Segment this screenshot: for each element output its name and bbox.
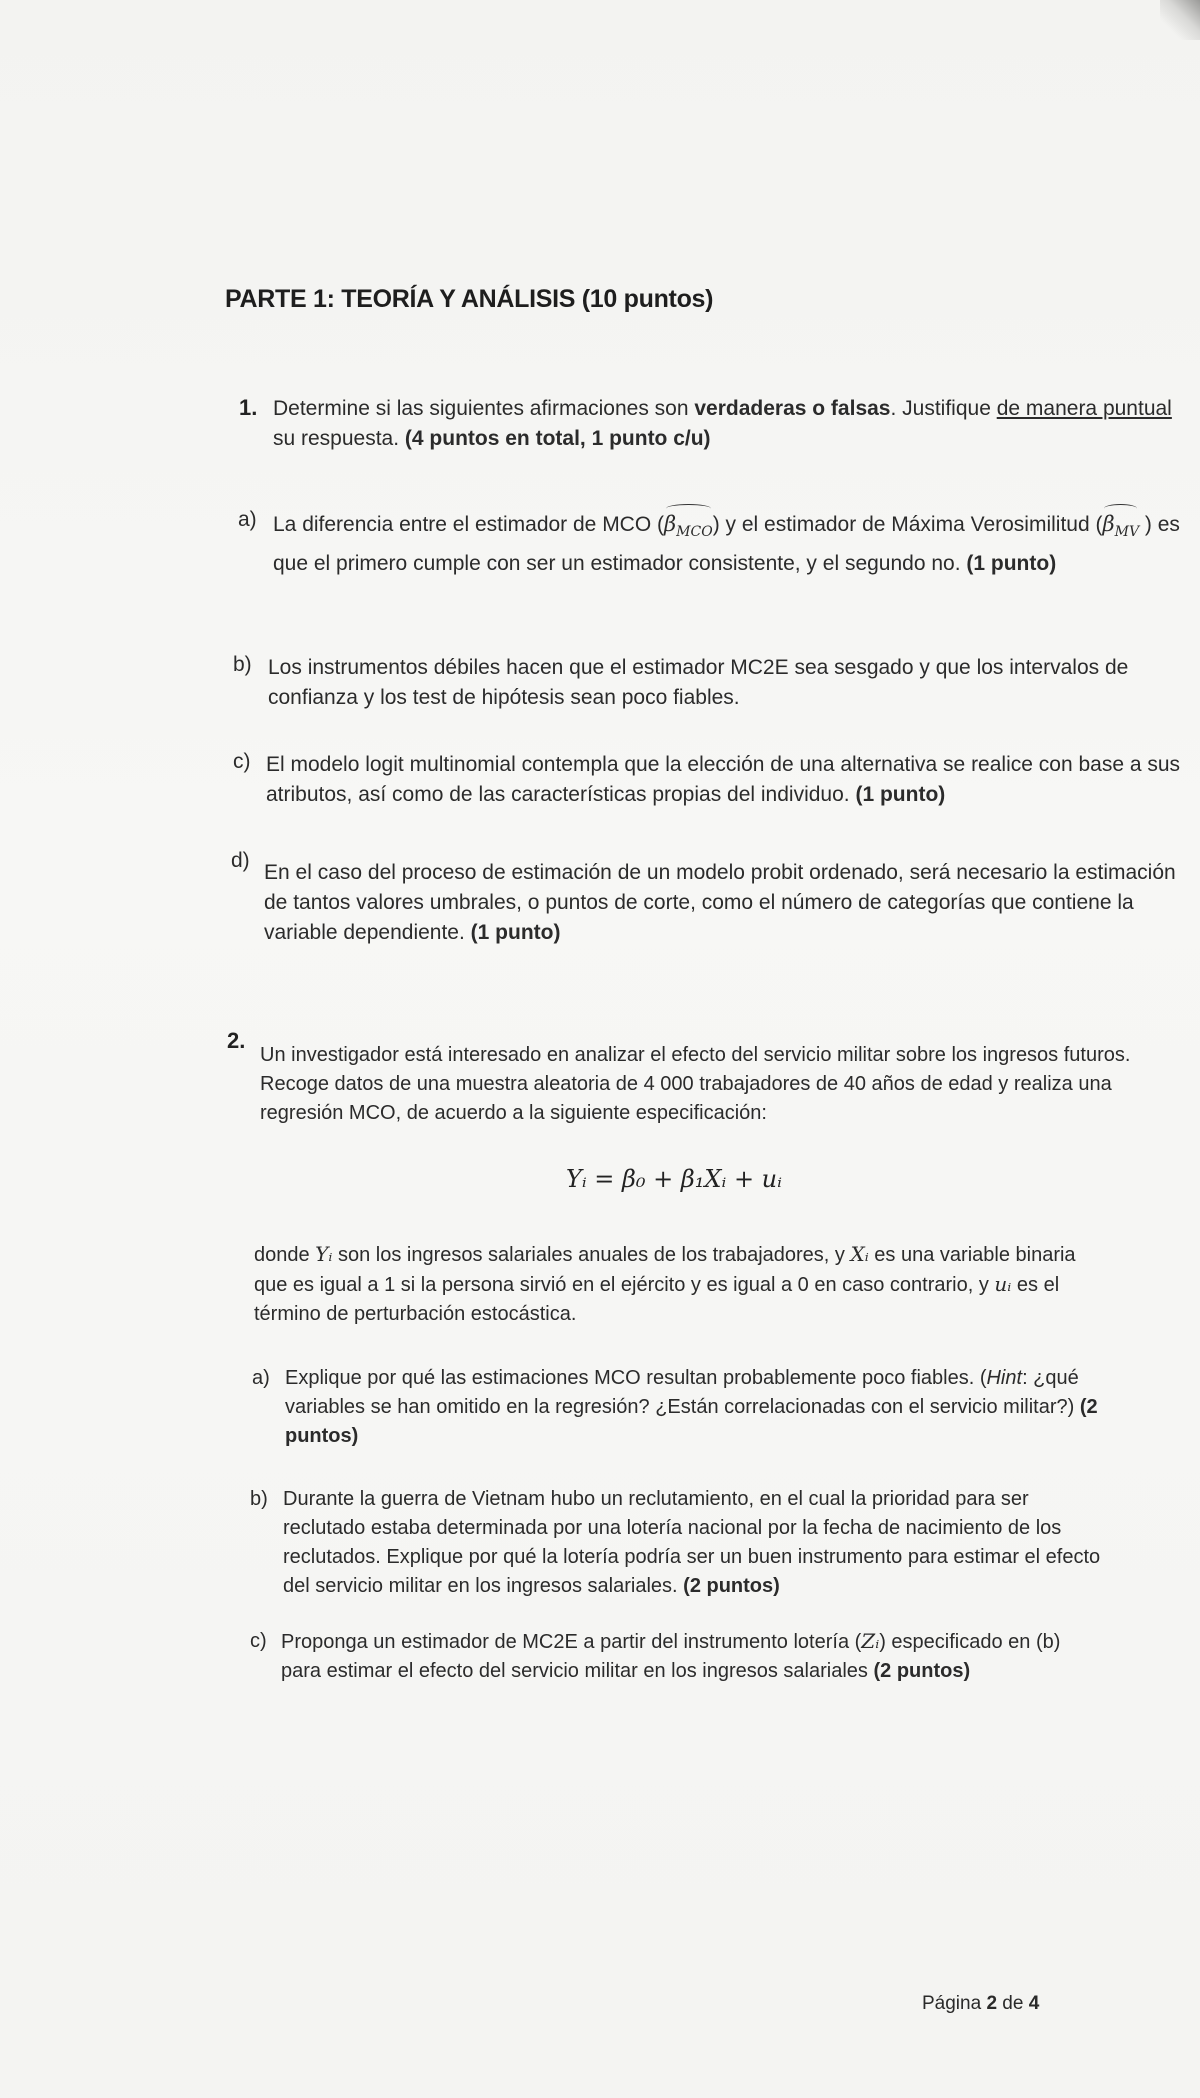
q1-a-points: (1 punto) — [966, 552, 1057, 576]
q1-d-points: (1 punto) — [470, 921, 561, 944]
question-1-intro — [273, 394, 1198, 454]
q2-c-letter: c) — [250, 1630, 267, 1652]
page-label: Página — [922, 1993, 987, 2014]
q2-b-text — [283, 1485, 1103, 1601]
q2-where-4: es el término de perturbación estocástica. — [254, 1274, 1060, 1325]
q2-c-text-1: Proponga un estimador de MC2E a partir del instrumento lotería ( — [281, 1631, 862, 1653]
q2-a-text-2: : ¿qué variables se han omitido en la regresión? ¿Están correlacionadas con el servicio militar?) — [285, 1367, 1080, 1418]
page-corner-shadow — [1160, 0, 1200, 40]
question-1-number: 1. — [239, 395, 258, 420]
q1-b-text: Los instrumentos débiles hacen que el estimador MC2E sea sesgado y que los intervalos de confianza y los test de hipótesis sean poco fiables. — [268, 656, 1129, 709]
q1-a-text-3: ) es que el primero cumple con ser un estimador consistente, y el segundo no. — [273, 513, 1180, 576]
q1-intro-bold: verdaderas o falsas — [694, 397, 891, 420]
var-Y: Yᵢ — [315, 1242, 333, 1266]
q1-c-points: (1 punto) — [855, 783, 946, 806]
q1-c-text — [266, 750, 1181, 810]
var-u: uᵢ — [994, 1272, 1012, 1296]
beta-mco-beta: β — [664, 512, 677, 536]
q1-intro-underline: de manera puntual — [996, 397, 1172, 420]
q2-c-text-2: ) especificado en (b) para estimar el efecto del servicio militar en los ingresos salariales — [281, 1631, 1061, 1682]
page-number — [922, 1993, 1039, 2015]
q1-d-text — [264, 858, 1179, 948]
q2-a-text — [285, 1364, 1110, 1451]
beta-mco-subscript: MCO — [676, 524, 713, 541]
q1-intro-text-3: su respuesta. — [273, 427, 405, 450]
regression-equation: Yᵢ = β₀ + β₁Xᵢ + uᵢ — [566, 1165, 782, 1193]
q2-b-letter: b) — [250, 1488, 268, 1510]
page-current: 2 — [986, 1993, 998, 2014]
beta-mv-subscript: MV — [1114, 524, 1140, 541]
beta-mv-symbol — [1102, 508, 1139, 548]
q1-c-letter: c) — [233, 750, 251, 773]
q1-d-letter: d) — [231, 849, 250, 872]
q2-a-text-1: Explique por qué las estimaciones MCO resultan probablemente poco fiables. ( — [285, 1367, 987, 1389]
q2-c-text — [281, 1627, 1101, 1686]
q2-where-1: donde — [254, 1244, 316, 1266]
q1-a-text — [273, 508, 1198, 580]
q2-a-hint: Hint — [986, 1367, 1023, 1389]
q1-b-letter: b) — [233, 653, 252, 676]
q2-a-letter: a) — [252, 1367, 270, 1389]
page-total: 4 — [1028, 1993, 1040, 2014]
q1-a-text-2: ) y el estimador de Máxima Verosimilitud ( — [712, 513, 1103, 536]
q2-b-points: (2 puntos) — [683, 1575, 780, 1597]
q1-a-letter: a) — [238, 508, 257, 531]
q1-a-text-1: La diferencia entre el estimador de MCO ( — [273, 513, 665, 536]
beta-mco-symbol — [664, 508, 713, 548]
section-title: PARTE 1: TEORÍA Y ANÁLISIS (10 puntos) — [225, 285, 714, 313]
q2-where-2: son los ingresos salariales anuales de los trabajadores, y — [332, 1244, 851, 1266]
var-Z: Zᵢ — [861, 1629, 880, 1653]
q2-where-3: es una variable binaria que es igual a 1 si la persona sirvió en el ejército y es igual a 0 en caso contrario, y — [254, 1244, 1076, 1296]
q1-intro-text: Determine si las siguientes afirmaciones son — [273, 397, 695, 420]
var-X: Xᵢ — [850, 1242, 869, 1266]
q2-where-text — [254, 1240, 1114, 1329]
beta-mv-beta: β — [1102, 512, 1115, 536]
question-2-intro: Un investigador está interesado en analizar el efecto del servicio militar sobre los ingresos futuros. Recoge datos de una muestra aleatoria de 4 000 trabajadores de 40 años de edad y realiza una regresión MCO, de acuerdo a la siguiente especificación: — [260, 1044, 1131, 1124]
q1-intro-points: (4 puntos en total, 1 punto c/u) — [404, 427, 711, 450]
q1-d-text-body: En el caso del proceso de estimación de un modelo probit ordenado, será necesario la estimación de tantos valores umbrales, o puntos de corte, como el número de categorías que contiene la variable dependiente. — [264, 861, 1176, 944]
q1-c-text-body: El modelo logit multinomial contempla que la elección de una alternativa se realice con base a sus atributos, así como de las características propias del individuo. — [266, 753, 1181, 806]
q2-c-points: (2 puntos) — [873, 1660, 971, 1682]
q2-b-text-body: Durante la guerra de Vietnam hubo un reclutamiento, en el cual la prioridad para ser reclutado estaba determinada por una lotería nacional por la fecha de nacimiento de los reclutados. Explique por qué la lotería podría ser un buen instrumento para estimar el efecto del servicio militar en los ingresos salariales. — [283, 1488, 1101, 1597]
q2-a-points: (2 puntos) — [285, 1396, 1098, 1447]
page-of: de — [997, 1993, 1029, 2014]
question-2-number: 2. — [227, 1028, 246, 1053]
q1-intro-text-2: . Justifique — [890, 397, 997, 420]
